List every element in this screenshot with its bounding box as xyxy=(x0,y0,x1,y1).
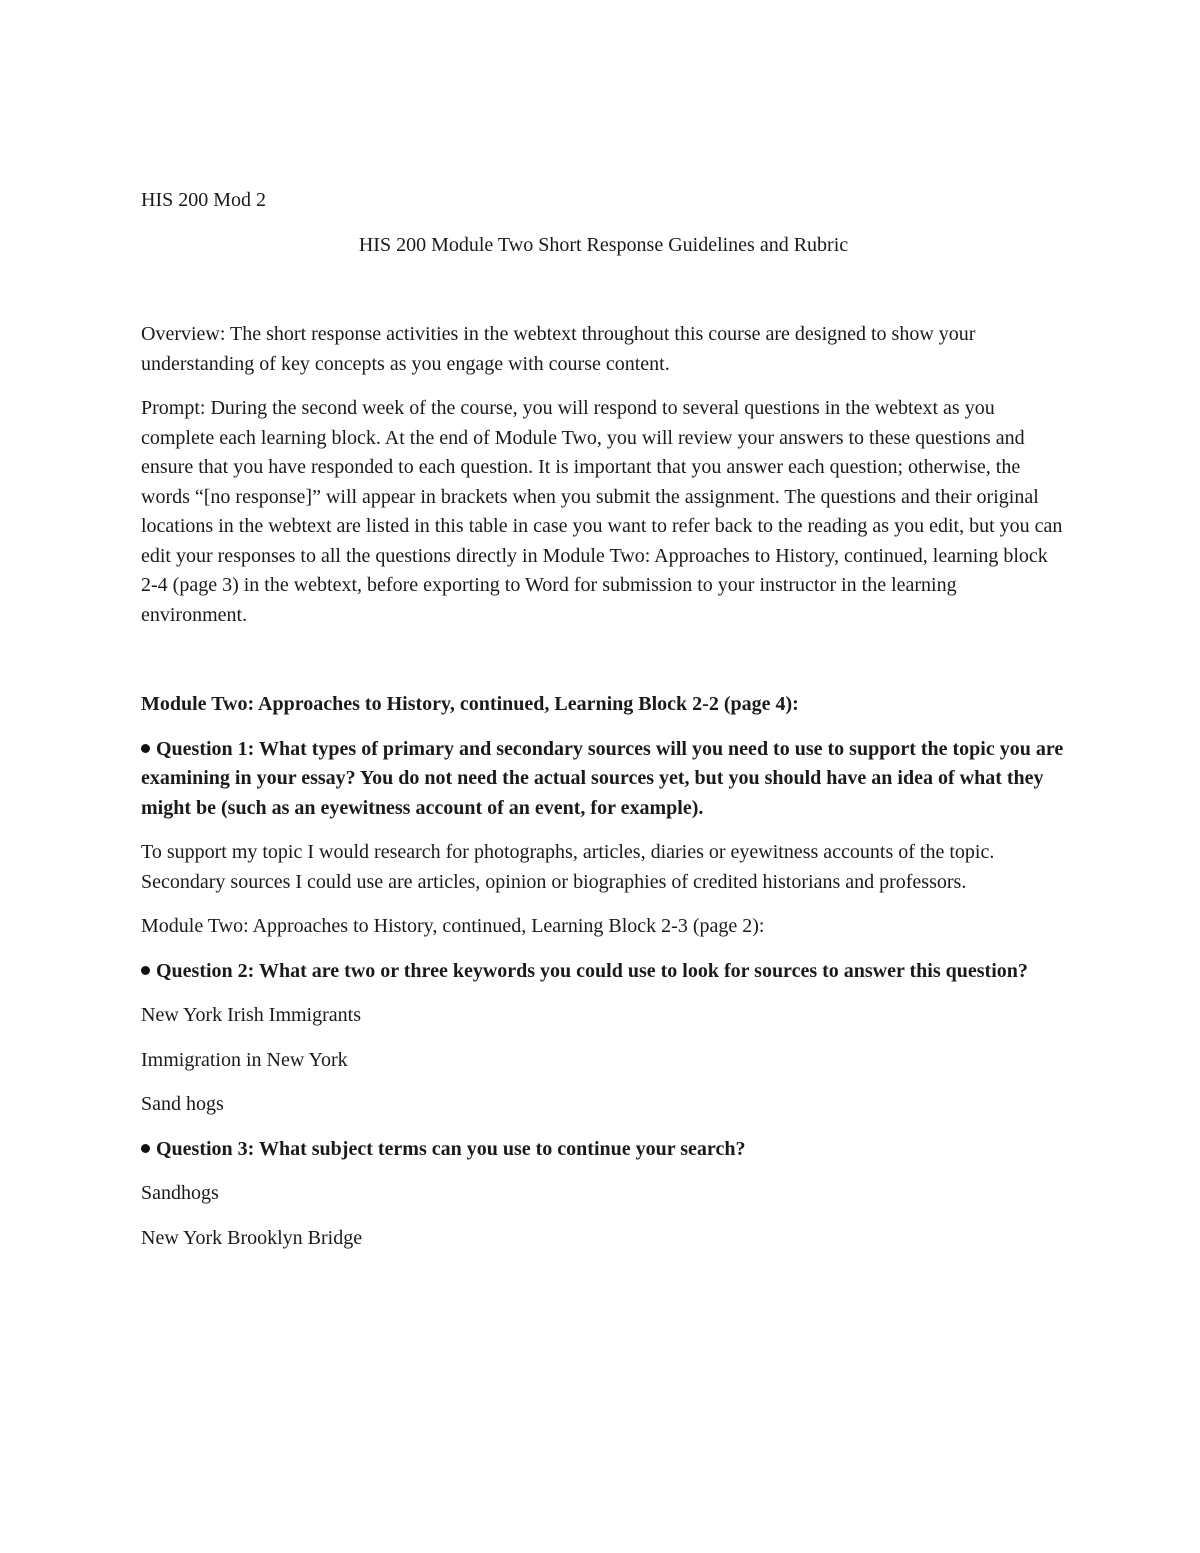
document-header: HIS 200 Mod 2 xyxy=(141,189,267,211)
answer-2-keyword: New York Irish Immigrants xyxy=(141,1004,361,1026)
document-title: HIS 200 Module Two Short Response Guidelines and Rubric xyxy=(358,233,849,256)
document-page xyxy=(141,186,1066,1268)
bullet-icon xyxy=(141,966,150,975)
answer-2-keyword: Immigration in New York xyxy=(141,1048,348,1071)
question-2 xyxy=(141,957,1066,987)
overview-paragraph: Overview: The short response activities in the webtext throughout this course are designed to show your understanding of key concepts as you engage with course content. xyxy=(141,323,976,375)
question-2-text: Question 2: What are two or three keywords you could use to look for sources to answer this question? xyxy=(156,959,1028,982)
answer-3-term: New York Brooklyn Bridge xyxy=(141,1226,363,1249)
bullet-icon xyxy=(141,744,150,753)
section-heading-block-2-2: Module Two: Approaches to History, continued, Learning Block 2-2 (page 4): xyxy=(141,693,799,715)
question-1-text: Question 1: What types of primary and secondary sources will you need to use to support the topic you are examining in your essay? You do not need the actual sources yet, but you should have an idea of what they might be (such as an eyewitness account of an event, for example). xyxy=(141,737,1064,819)
question-3-text: Question 3: What subject terms can you use to continue your search? xyxy=(156,1137,746,1160)
bullet-icon xyxy=(141,1144,150,1153)
answer-1: To support my topic I would research for photographs, articles, diaries or eyewitness accounts of the topic. Secondary sources I could use are articles, opinion or biographies of credited historians and professors. xyxy=(141,841,995,893)
question-3 xyxy=(141,1135,1066,1165)
answer-2-keyword: Sand hogs xyxy=(141,1093,224,1115)
answer-3-term: Sandhogs xyxy=(141,1182,219,1204)
question-1 xyxy=(141,735,1066,824)
prompt-paragraph: Prompt: During the second week of the course, you will respond to several questions in the webtext as you complete each learning block. At the end of Module Two, you will review your answers to these questions and ensure that you have responded to each question. It is important that you answer each question; otherwise, the words “[no response]” will appear in brackets when you submit the assignment. The questions and their original locations in the webtext are listed in this table in case you want to refer back to the reading as you edit, but you can edit your responses to all the questions directly in Module Two: Approaches to History, continued, learning block 2-4 (page 3) in the webtext, before exporting to Word for submission to your instructor in the learning environment. xyxy=(141,397,1063,626)
section-heading-block-2-3: Module Two: Approaches to History, continued, Learning Block 2-3 (page 2): xyxy=(141,915,765,937)
